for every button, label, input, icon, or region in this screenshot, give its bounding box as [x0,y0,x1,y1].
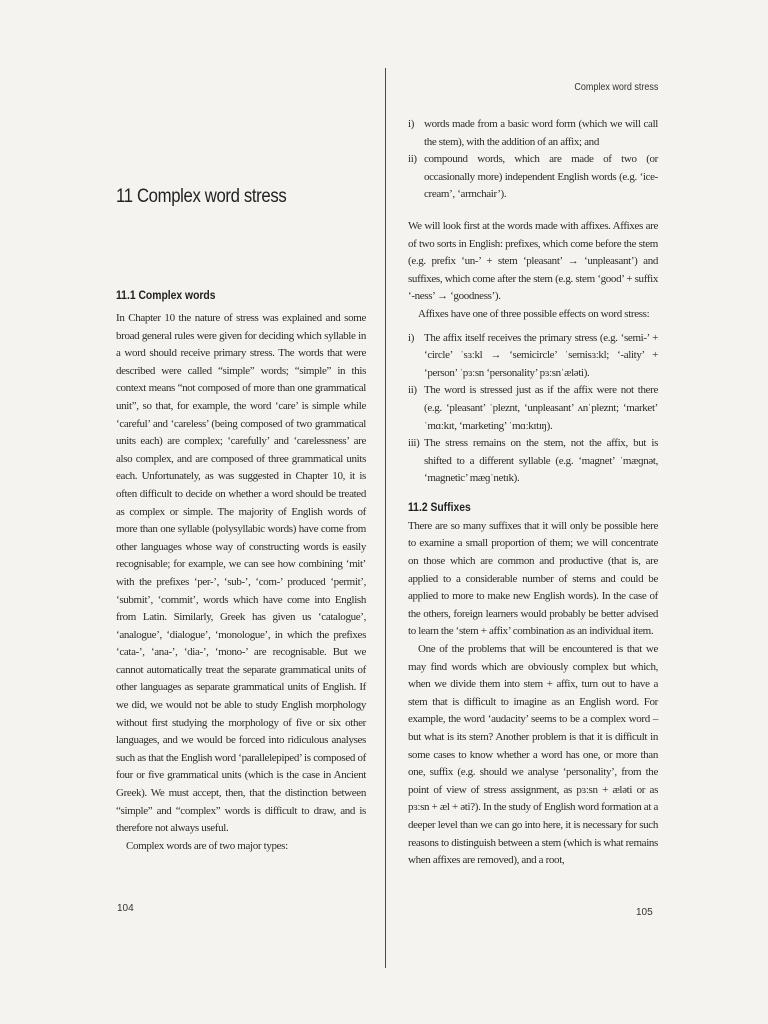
list-item [408,151,658,204]
left-paragraph-1: In Chapter 10 the nature of stress was explained and some broad general rules were given for deciding which syllable in a word should receive primary stress. The words that were described were called “simple” words; “simple” in this context means “not composed of more than one grammatical unit”, so that, for example, the word ‘care’ is simple while ‘careful’ and ‘careless’ (being composed of two grammatical units each) are complex; ‘carefully’ and ‘carelessness’ are also complex, and are composed of three grammatical units each. Unfortunately, as was suggested in Chapter 10, it is often difficult to decide on whether a word should be treated as complex or simple. The majority of English words of more than one syllable (polysyllabic words) have come from other languages whose way of constructing words is easily recognisable; for example, we can see how combining ‘mit’ with the prefixes ‘per-’, ‘sub-’, ‘com-’ produced ‘permit’, ‘submit’, ‘commit’, words which have come into English from Latin. Similarly, Greek has given us ‘catalogue’, ‘analogue’, ‘dialogue’, ‘monologue’, in which the prefixes ‘cata-’, ‘ana-’, ‘dia-’, ‘mono-’ are recognisable. But we cannot automatically treat the separate grammatical units of other languages as separate grammatical units of English. If we did, we would not be able to study English morphology without first studying the morphology of five or six other languages, and we would be forced into ridiculous analyses such as that the English word ‘parallelepiped’ is composed of four or five grammatical units (which is the case in Ancient Greek). We must accept, then, that the distinction between “simple” and “complex” words is difficult to draw, and is therefore not always useful. [116,312,366,835]
page-number-left: 104 [117,903,134,914]
list-item [408,435,658,488]
list-item [408,116,658,151]
list-marker: iii) [408,437,420,450]
section-heading-suffixes: 11.2 Suffixes [408,501,471,514]
right-paragraph-4: One of the problems that will be encountered is that we may find words which are obviously complex but which, when we divide them into stem + affix, turn out to have a stem that is difficult to imagine as an English word. For example, the word ‘audacity’ seems to be a complex word – but what is its stem? Another problem is that it is difficult in some cases to know whether a word has one, or more than one, suffix (e.g. should we analyse ‘personality’, from the point of view of stress assignment, as pɜːsn + æləti or as pɜːsn + æl + əti?). In the study of English word formation at a deeper level than we can go into here, it is necessary for such reasons to distinguish between a stem (which is what remains when affixes are removed), and a root, [408,643,658,867]
list-marker: i) [408,331,415,344]
right-paragraph-1: We will look first at the words made with affixes. Affixes are of two sorts in English: prefixes, which come before the stem (e.g. prefix ‘un-’ + stem ‘pleasant’ → ‘unpleasant’) and suffixes, which come after the stem (e.g. stem ‘good’ + suffix ‘-ness’ → ‘goodness’). [408,219,658,303]
page-gutter [385,68,386,968]
right-paragraph-2: Affixes have one of three possible effects on word stress: [418,307,650,320]
left-paragraph-2: Complex words are of two major types: [126,839,288,852]
list-item-text: The stress remains on the stem, not the affix, but is shifted to a different syllable (e.g. ‘magnet’ ˈmæɡnət, ‘magnetic’ mæɡˈnetɪk). [424,437,658,485]
list-item [408,330,658,383]
right-paragraph-3: There are so many suffixes that it will only be possible here to examine a small proportion of them; we will concentrate on those which are common and productive (that is, are applied to a considerable number of stems and could be applied to more to make new English words). In the case of the others, foreign learners would probably be better advised to learn the ‘stem + affix’ combination as an individual item. [408,519,658,638]
chapter-title: 11 Complex word stress [116,186,287,207]
list-marker: ii) [408,153,417,166]
stress-effects-list [408,330,658,488]
list-item-text: The affix itself receives the primary stress (e.g. ‘semi-’ + ‘circle’ ˈsɜːkl → ‘semicircle’ ˈsemisɜːkl; ‘-ality’ + ‘person’ ˈpɜːsn ‘personality’ pɜːsnˈæləti). [424,331,658,379]
list-marker: i) [408,118,415,130]
page-number-right: 105 [636,907,653,918]
word-types-list [408,116,658,204]
section-heading-complex-words: 11.1 Complex words [116,290,216,302]
list-item-text: words made from a basic word form (which we will call the stem), with the addition of an affix; and [424,118,658,148]
list-item-text: compound words, which are made of two (or occasionally more) independent English words (e.g. ‘ice-cream’, ‘armchair’). [424,153,658,201]
right-page [408,116,658,870]
list-item-text: The word is stressed just as if the affix were not there (e.g. ‘pleasant’ ˈpleznt, ‘unpleasant’ ʌnˈpleznt; ‘market’ ˈmɑːkɪt, ‘marketing’ ˈmɑːkɪtɪŋ). [424,384,658,432]
list-marker: ii) [408,384,417,397]
left-page [116,180,366,855]
running-head: Complex word stress [573,82,658,93]
list-item [408,382,658,435]
